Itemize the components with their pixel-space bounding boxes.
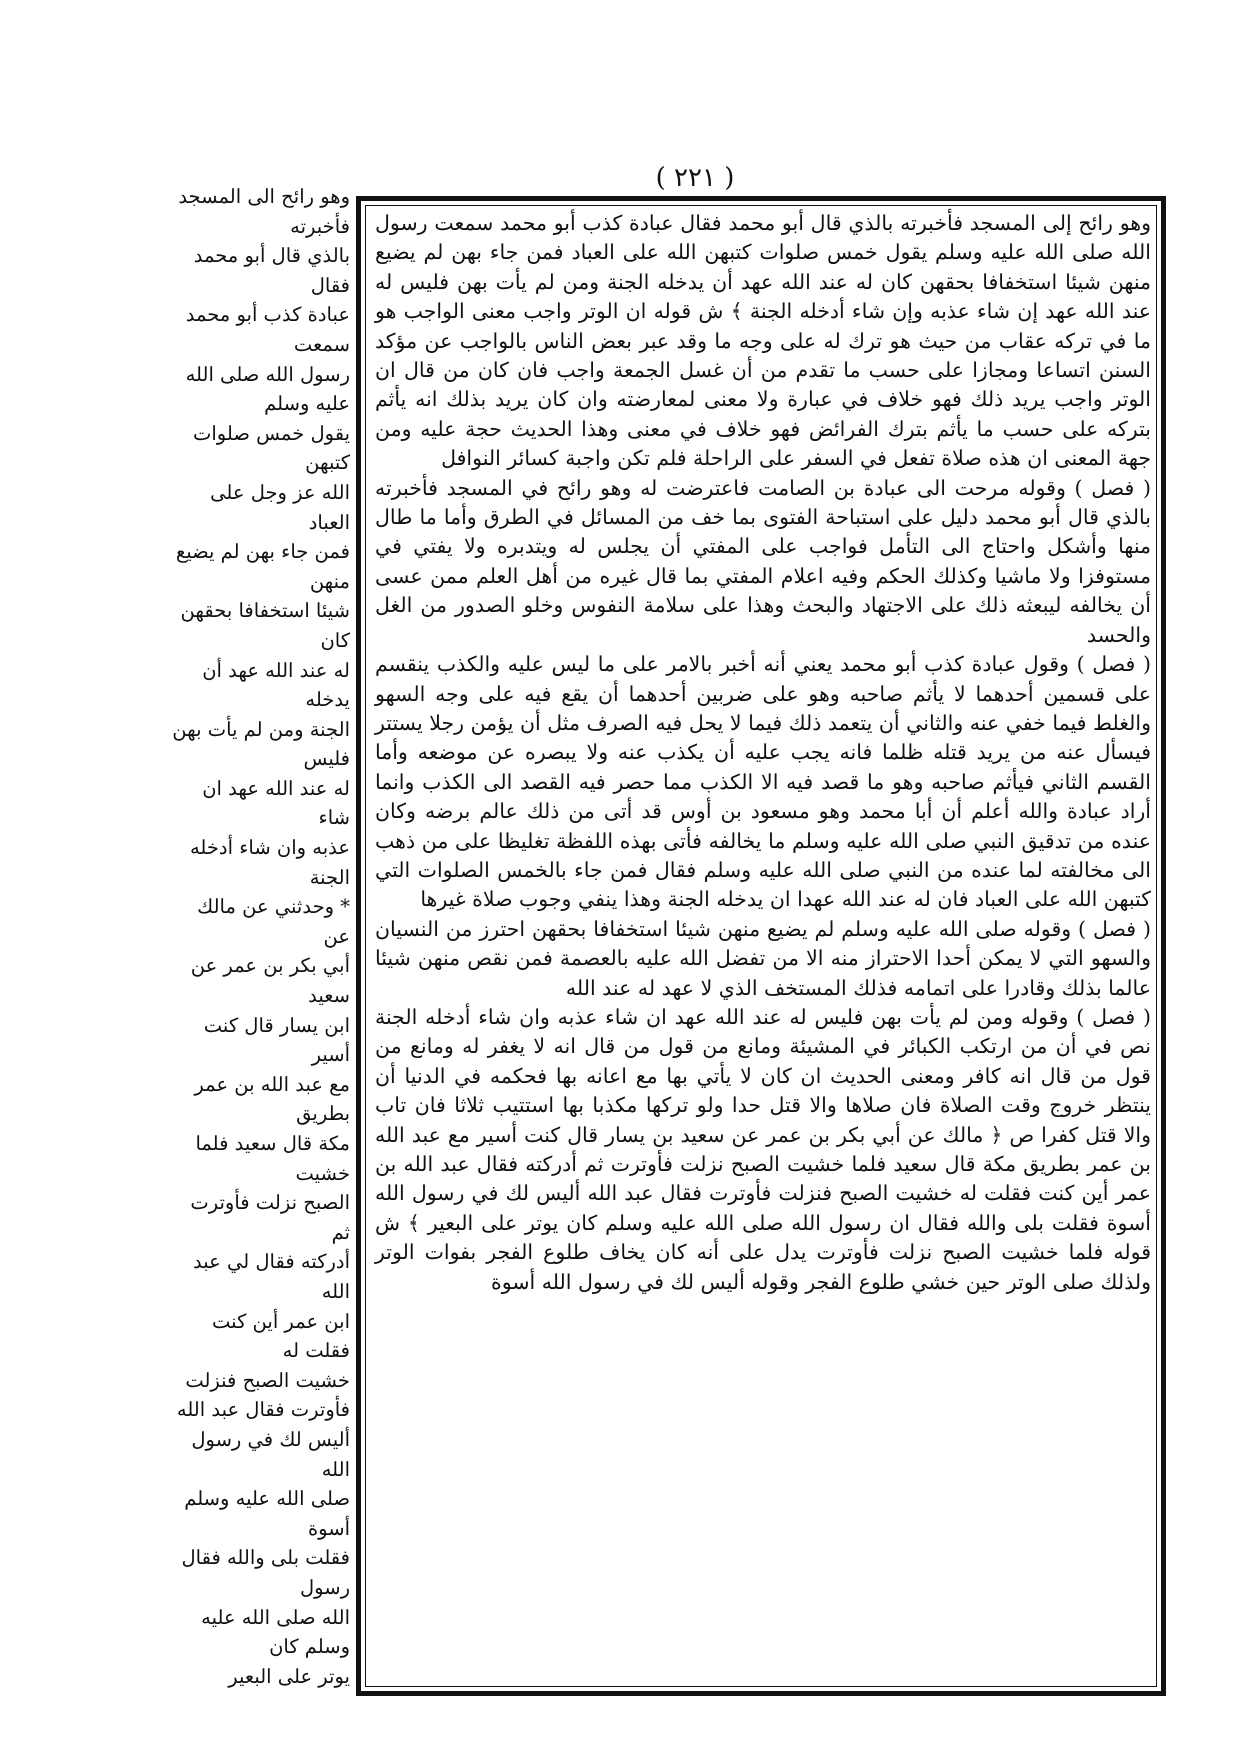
paragraph: ( فصل ) وقوله ومن لم يأت بهن فليس له عند الله عهد ان شاء عذبه وان شاء أدخله الجنة نص في أن من ارتكب الكبائر في المشيئة ومانع من قول من قال انه لا يغفر له ومانع من قول من قال انه كافر ومعنى الحديث ان كان لا يأتي بها مع اعانه بها فحكمه في الدنيا أن ينتظر خروج وقت الصلاة فان صلاها والا قتل حدا ولو تركها مكذبا بها استتيب ثلاثا فان تاب والا قتل كفرا ص ﴿ مالك عن أبي بكر بن عمر عن سعيد بن يسار قال كنت أسير مع عبد الله بن عمر بطريق مكة قال سعيد فلما خشيت الصبح نزلت فأوترت ثم أدركته فقال عبد الله بن عمر أين كنت فقلت له خشيت الصبح فنزلت فأوترت فقال عبد الله أليس لك في رسول الله أسوة فقلت بلى والله فقال ان رسول الله صلى الله عليه وسلم كان يوتر على البعير ﴾ ش قوله فلما خشيت الصبح نزلت فأوترت يدل على أنه كان يخاف طلوع الفجر بفوات الوتر ولذلك صلى الوتر حين خشي طلوع الفجر وقوله أليس لك في رسول الله أسوة bbox=[375, 1004, 1151, 1294]
main-text-frame bbox=[356, 196, 1166, 1696]
margin-hadith-text: وهو رائح الى المسجد فأخبرته بالذي قال أبو محمد فقال عبادة كذب أبو محمد سمعت رسول الله صلى الله عليه وسلم يقول خمس صلوات كتبهن الله عز وجل على العباد فمن جاء بهن لم يضيع منهن شيئا استخفافا بحقهن كان له عند الله عهد أن يدخله الجنة ومن لم يأت بهن فليس له عند الله عهد ان شاء عذبه وان شاء أدخله الجنة * وحدثني عن مالك عن أبي بكر بن عمر عن سعيد ابن يسار قال كنت أسير مع عبد الله بن عمر بطريق مكة قال سعيد فلما خشيت الصبح نزلت فأوترت ثم أدركته فقال لي عبد الله ابن عمر أين كنت فقلت له خشيت الصبح فنزلت فأوترت فقال عبد الله أليس لك في رسول الله صلى الله عليه وسلم أسوة فقلت بلى والله فقال رسول الله صلى الله عليه وسلم كان يوتر على البعير bbox=[172, 185, 350, 1688]
paragraph: ( فصل ) وقوله صلى الله عليه وسلم لم يضيع منهن شيئا استخفافا بحقهن احترز من النسيان والسهو التي لا يمكن أحدا الاحتراز منه الا من تفضل الله عليه بالعصمة فمن نقص منهن شيئا عالما بذلك وقادرا على اتمامه فذلك المستخف الذي لا عهد له عند الله bbox=[375, 916, 1151, 1000]
paragraph: وهو رائح إلى المسجد فأخبرته بالذي قال أبو محمد فقال عبادة كذب أبو محمد سمعت رسول الله صلى الله عليه وسلم يقول خمس صلوات كتبهن الله على العباد فمن جاء بهن لم يضيع منهن شيئا استخفافا بحقهن كان له عند الله عهد أن يدخله الجنة ومن لم يأت بهن فليس له عند الله عهد إن شاء عذبه وإن شاء أدخله الجنة ﴾ ش قوله ان الوتر واجب معنى الواجب هو ما في تركه عقاب من حيث هو ترك له على وجه ما وقد عبر بعض الناس بالواجب عن مؤكد السنن اتساعا ومجازا على حسب ما تقدم من أن غسل الجمعة واجب فان كان من قال ان الوتر واجب يريد ذلك فهو خلاف في عبارة ولا معنى لمعارضته وان كان يريد بذلك انه يأثم بتركه على حسب ما يأثم بترك الفرائض فهو خلاف في معنى وهذا الحديث حجة عليه ومن جهة المعنى ان هذه صلاة تفعل في السفر على الراحلة فلم تكن واجبة كسائر النوافل bbox=[375, 211, 1151, 471]
main-text-body bbox=[375, 209, 1151, 1297]
paragraph: ( فصل ) وقوله مرحت الى عبادة بن الصامت فاعترضت له وهو رائح في المسجد فأخبرته بالذي قال أبو محمد دليل على استباحة الفتوى بما خف من المسائل في الطرق وأما ما طال منها وأشكل واحتاج الى التأمل فواجب على المفتي أن يجلس له ويتدبره ولا يفتي في مستوفزا ولا ماشيا وكذلك الحكم وفيه اعلام المفتي بما قال غيره من أهل العلم ممن عسى أن يخالفه ليبعثه ذلك على الاجتهاد والبحث وهذا على سلامة النفوس وخلو الصدور من الغل والحسد bbox=[375, 475, 1151, 647]
paragraph: ( فصل ) وقول عبادة كذب أبو محمد يعني أنه أخبر بالامر على ما ليس عليه والكذب ينقسم على قسمين أحدهما لا يأثم صاحبه وهو على ضربين أحدهما أن يقع فيه على وجه السهو والغلط فيما خفي عنه والثاني أن يتعمد ذلك فيما لا يحل فيه الصرف مثل أن يؤمن رجلا يستتر فيسأل عنه من يريد قتله ظلما فانه يجب عليه أن يكذب عنه ولا يبصره عن موضعه وأما القسم الثاني فيأثم صاحبه وهو ما قصد فيه الا الكذب مما حصر فيه القصد الى الكذب وانما أراد عبادة والله أعلم أن أبا محمد وهو مسعود بن أوس قد أتى من ذلك عالم برضه وكان عنده من تدقيق النبي صلى الله عليه وسلم ما يخالفه فأتى بهذه اللفظة تغليظا على من ذهب الى مخالفته لما عنده من النبي صلى الله عليه وسلم فقال فمن جاء بالخمس الصلوات التي كتبهن الله على العباد فان له عند الله عهدا ان يدخله الجنة وهذا ينفي وجوب صلاة غيرها bbox=[375, 652, 1151, 912]
page-number: ( ٢٢١ ) bbox=[655, 163, 735, 193]
